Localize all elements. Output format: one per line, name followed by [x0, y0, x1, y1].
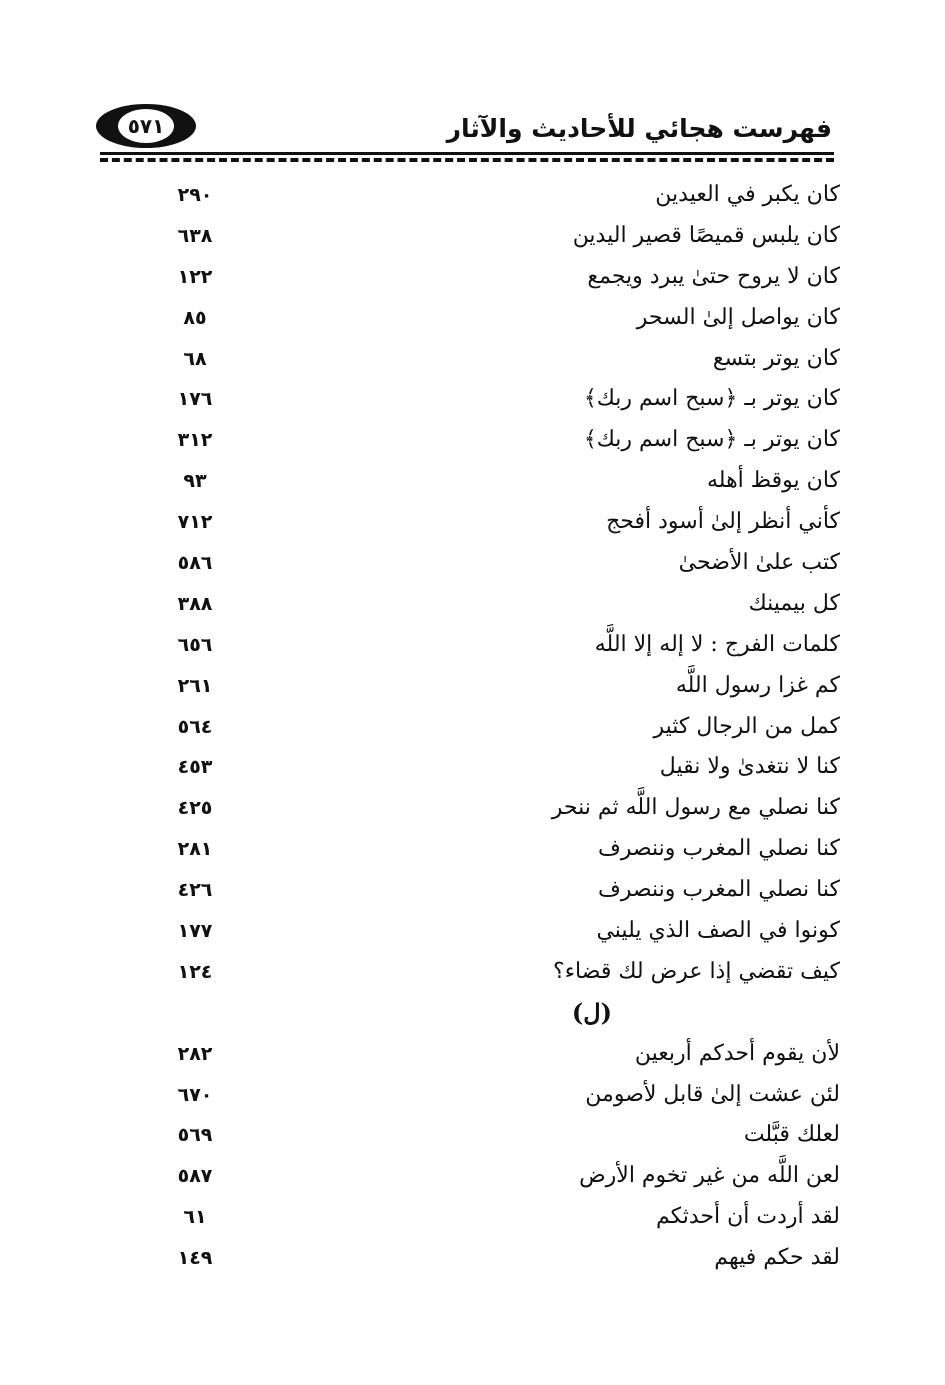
- index-entry: [150, 870, 840, 911]
- entry-page-number: ١٢٤: [177, 960, 213, 983]
- entry-text: لأن يقوم أحدكم أربعين: [634, 1040, 840, 1066]
- entry-page-number: ٢٦١: [177, 674, 213, 697]
- index-list: [150, 175, 840, 1279]
- entry-page-number: ٤٢٥: [177, 797, 213, 820]
- entry-page-number: ٤٥٣: [177, 756, 213, 779]
- entry-page-number: ٤٢٦: [177, 879, 213, 902]
- entry-page-number: ٢٨٢: [177, 1042, 213, 1065]
- page-number: ٥٧١: [118, 109, 174, 143]
- header-rule: [100, 152, 834, 155]
- entry-page-number: ١٧٦: [177, 388, 213, 411]
- entry-text: كونوا في الصف الذي يليني: [596, 918, 840, 944]
- header-dashed-rule: [100, 158, 834, 162]
- index-entry: [150, 707, 840, 748]
- index-entry: [150, 911, 840, 952]
- entry-text: كان يوتر بـ ﴿سبح اسم ربك﴾: [583, 386, 840, 412]
- page-number-badge: [96, 104, 196, 148]
- index-entry: [150, 952, 840, 993]
- entry-text: لئن عشت إلىٰ قابل لأصومن: [585, 1081, 840, 1107]
- index-entry: [150, 625, 840, 666]
- index-entry: [150, 257, 840, 298]
- index-entry: [150, 298, 840, 339]
- entry-text: لقد أردت أن أحدثكم: [655, 1204, 840, 1230]
- entry-page-number: ٢٨١: [177, 838, 213, 861]
- index-entry: [150, 1156, 840, 1197]
- index-entry: [150, 1238, 840, 1279]
- entry-page-number: ٥٨٦: [177, 552, 213, 575]
- index-entry: [150, 216, 840, 257]
- entry-text: كأني أنظر إلىٰ أسود أفحج: [606, 509, 840, 535]
- entry-page-number: ١٧٧: [177, 920, 213, 943]
- index-entry: [150, 543, 840, 584]
- entry-page-number: ٦٨: [183, 347, 207, 370]
- entry-text: كان يواصل إلىٰ السحر: [636, 304, 840, 330]
- index-entry: [150, 747, 840, 788]
- entry-text: كنا لا نتغدىٰ ولا نقيل: [659, 754, 840, 780]
- entry-page-number: ٩٣: [183, 470, 207, 493]
- entry-text: كان يوتر بـ ﴿سبح اسم ربك﴾: [583, 427, 840, 453]
- entry-page-number: ٨٥: [183, 306, 207, 329]
- entry-page-number: ٦٧٠: [177, 1083, 213, 1106]
- entry-text: كنا نصلي المغرب وننصرف: [597, 877, 840, 903]
- entry-text: كان يوتر بتسع: [712, 345, 840, 371]
- section-heading: [150, 993, 840, 1034]
- entry-page-number: ٣١٢: [177, 429, 213, 452]
- entry-text: كان يكبر في العيدين: [655, 182, 840, 207]
- entry-text: كان يوقظ أهله: [707, 468, 840, 494]
- entry-page-number: ٢٩٠: [177, 184, 213, 206]
- entry-text: كمل من الرجال كثير: [653, 713, 840, 739]
- entry-page-number: ٦١: [183, 1206, 207, 1229]
- page-header: [96, 100, 836, 164]
- index-entry: [150, 1115, 840, 1156]
- entry-page-number: ٥٦٤: [177, 715, 213, 738]
- index-entry: [150, 584, 840, 625]
- index-entry: [150, 829, 840, 870]
- index-entry: [150, 461, 840, 502]
- index-entry: [150, 339, 840, 380]
- entry-text: كل بيمينك: [748, 590, 840, 616]
- entry-page-number: ٥٦٩: [177, 1124, 213, 1147]
- entry-page-number: ٥٨٧: [177, 1165, 213, 1188]
- index-entry: [150, 175, 840, 216]
- index-entry: [150, 1075, 840, 1116]
- index-entry: [150, 1034, 840, 1075]
- entry-text: كم غزا رسول اللَّه: [675, 672, 840, 698]
- entry-text: كان يلبس قميصًا قصير اليدين: [572, 222, 840, 248]
- entry-page-number: ٧١٢: [177, 511, 213, 534]
- entry-text: كنا نصلي مع رسول اللَّه ثم ننحر: [551, 795, 840, 821]
- index-entry: [150, 379, 840, 420]
- entry-text: لعن اللَّه من غير تخوم الأرض: [579, 1163, 840, 1189]
- index-entry: [150, 666, 840, 707]
- entry-text: كيف تقضي إذا عرض لك قضاء؟: [553, 958, 840, 984]
- entry-page-number: ٦٣٨: [177, 224, 213, 247]
- entry-text: كتب علىٰ الأضحىٰ: [678, 550, 840, 576]
- entry-text: لقد حكم فيهم: [714, 1245, 840, 1271]
- page-title: فهرست هجائي للأحاديث والآثار: [446, 114, 832, 143]
- index-entry: [150, 788, 840, 829]
- entry-text: كان لا يروح حتىٰ يبرد ويجمع: [587, 263, 840, 289]
- index-entry: [150, 1197, 840, 1238]
- entry-text: كلمات الفرج : لا إله إلا اللَّه: [594, 631, 840, 657]
- entry-text: لعلك قبَّلت: [743, 1122, 840, 1148]
- index-entry: [150, 420, 840, 461]
- entry-page-number: ١٢٢: [177, 265, 213, 288]
- section-letter: (ل): [571, 997, 612, 1027]
- entry-page-number: ١٤٩: [177, 1247, 213, 1270]
- entry-page-number: ٣٨٨: [177, 592, 213, 615]
- entry-page-number: ٦٥٦: [177, 633, 213, 656]
- index-entry: [150, 502, 840, 543]
- entry-text: كنا نصلي المغرب وننصرف: [597, 836, 840, 862]
